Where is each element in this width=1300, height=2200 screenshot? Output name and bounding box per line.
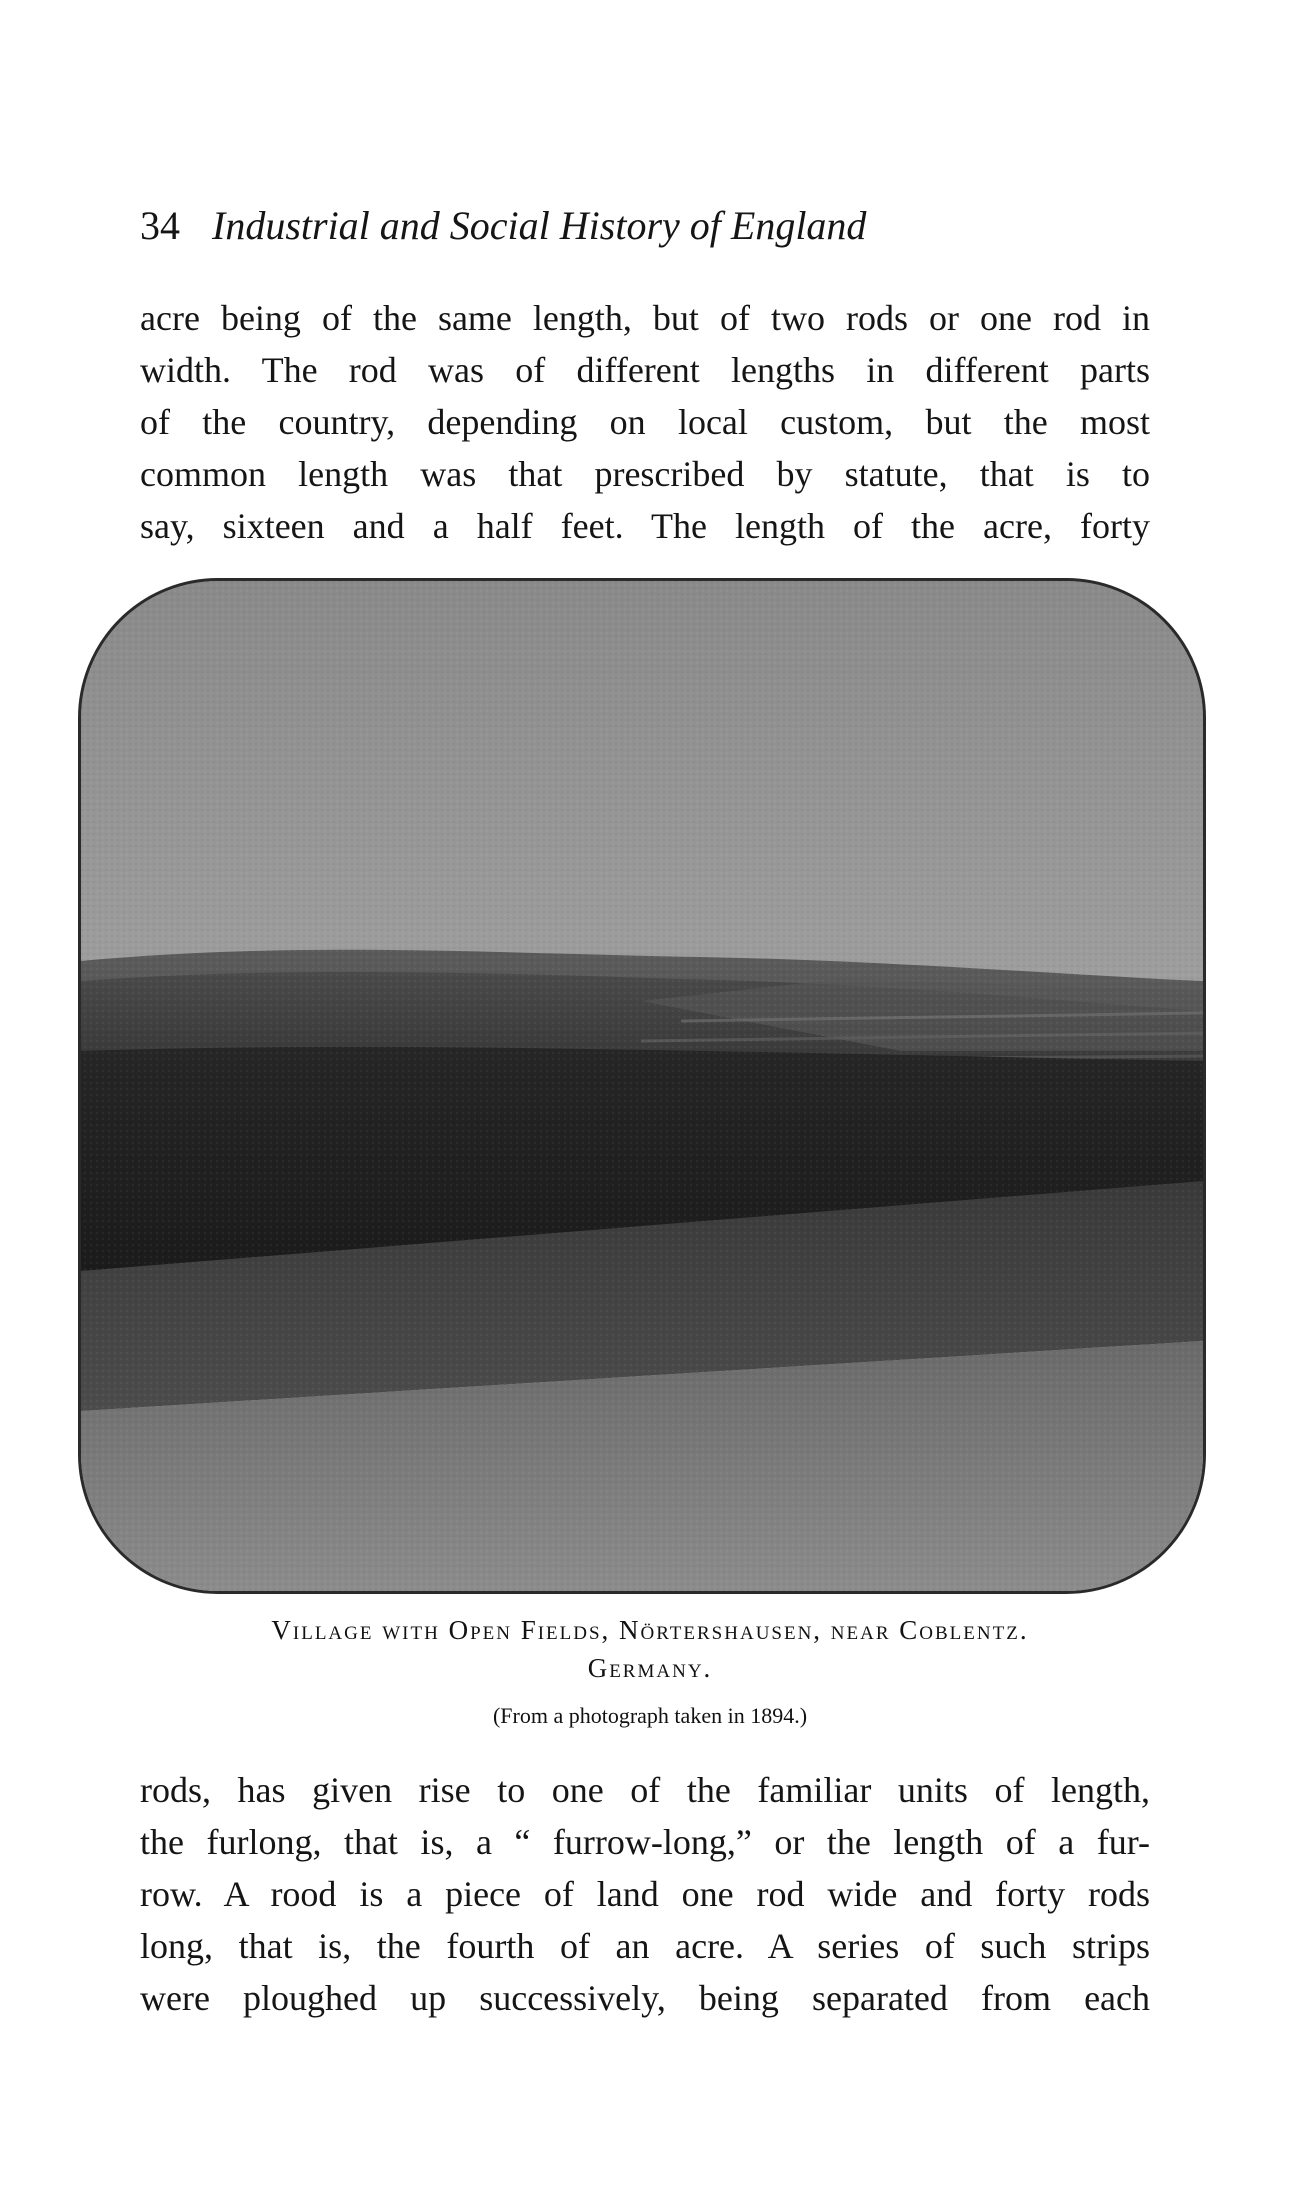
paragraph-top [140, 292, 1150, 552]
text-line: rods, has given rise to one of the familiar units of length, [140, 1770, 1150, 1810]
text-line: say, sixteen and a half feet. The length of the acre, forty [140, 506, 1150, 546]
running-header [140, 196, 1150, 256]
running-title: Industrial and Social History of England [212, 203, 867, 248]
page-number: 34 [140, 203, 180, 248]
text-line: of the country, depending on local custom, but the most [140, 402, 1150, 442]
figure-caption: Village with Open Fields, Nörtershausen, near Coblentz. [271, 1615, 1029, 1645]
landscape-photograph [78, 578, 1206, 1594]
text-line: were ploughed up successively, being separated from each [140, 1978, 1150, 2018]
text-line: acre being of the same length, but of two rods or one rod in [140, 298, 1150, 338]
photo-illustration [81, 581, 1203, 1591]
figure-caption-continued: Germany. [587, 1653, 713, 1683]
text-line: common length was that prescribed by statute, that is to [140, 454, 1150, 494]
text-line: the furlong, that is, a “ furrow-long,” or the length of a fur- [140, 1822, 1150, 1862]
text-line: long, that is, the fourth of an acre. A series of such strips [140, 1926, 1150, 1966]
figure-credit: (From a photograph taken in 1894.) [492, 1703, 808, 1728]
text-line: row. A rood is a piece of land one rod wide and forty rods [140, 1874, 1150, 1914]
paragraph-bottom [140, 1764, 1150, 2024]
text-line: width. The rod was of different lengths in different parts [140, 350, 1150, 390]
